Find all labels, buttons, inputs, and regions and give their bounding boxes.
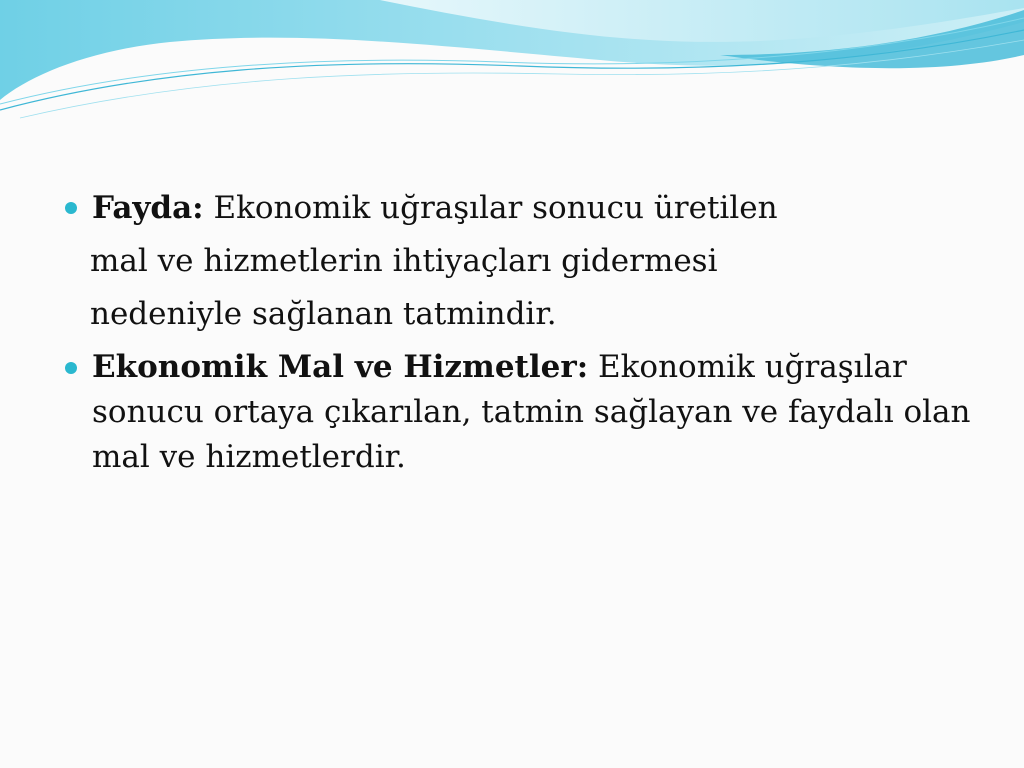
bullet-2-line-3: mal ve hizmetlerdir. [92, 439, 406, 475]
bullet-2-term: Ekonomik Mal ve Hizmetler: [92, 349, 589, 385]
bullet-1-line-1 [92, 188, 778, 228]
bullet-2-text-1: Ekonomik uğraşılar [588, 349, 907, 385]
bullet-dot-1 [65, 202, 77, 214]
bullet-2-line-2: sonucu ortaya çıkarılan, tatmin sağlayan ve faydalı olan [92, 394, 971, 430]
bullet-dot-2 [65, 362, 77, 374]
bullet-1-line-2: mal ve hizmetlerin ihtiyaçları gidermesi [90, 243, 718, 279]
bullet-1-text-1: Ekonomik uğraşılar sonucu üretilen [203, 190, 778, 226]
bullet-1-line-3: nedeniyle sağlanan tatmindir. [90, 296, 557, 332]
bullet-1-term: Fayda: [92, 190, 204, 226]
bullet-2-line-1 [92, 347, 907, 387]
